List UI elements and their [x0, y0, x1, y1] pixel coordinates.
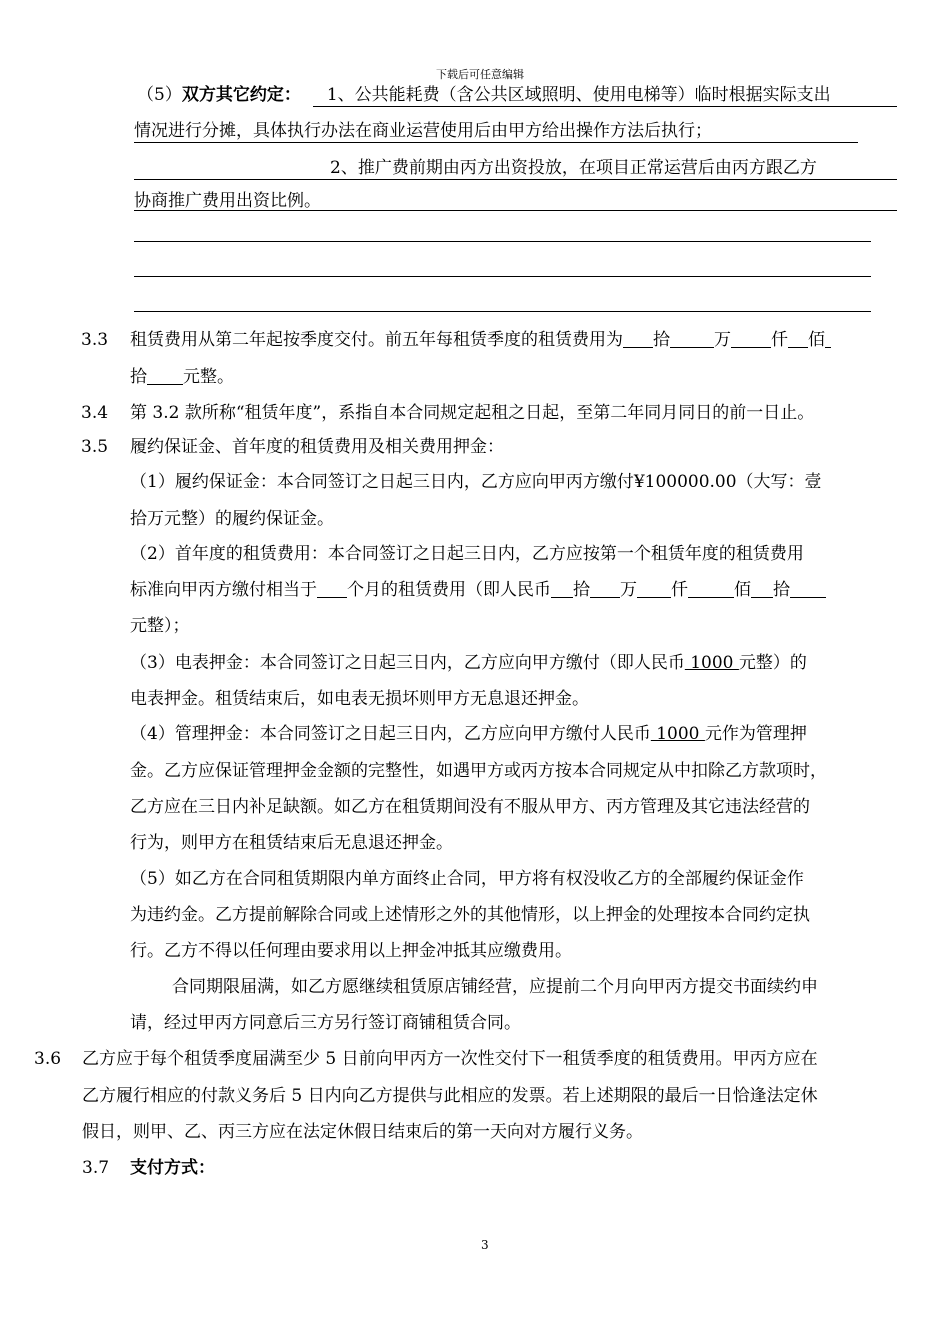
- blank-field: [670, 331, 714, 348]
- deposit-4-line-2: 金。乙方应保证管理押金金额的完整性，如遇甲方或丙方按本合同规定从中扣除乙方款项时，: [130, 761, 827, 781]
- management-deposit-amount: 1000: [650, 724, 705, 744]
- blank-field: [731, 331, 771, 348]
- deposit-4-line-1: （4）管理押金：本合同签订之日起三日内，乙方应向甲方缴付人民币 1000 元作为管理押: [130, 724, 807, 744]
- item-label: （5）: [137, 85, 182, 105]
- underline-rule: [134, 210, 897, 211]
- blank-field: [637, 581, 671, 598]
- deposit-1-line-1: （1）履约保证金：本合同签订之日起三日内，乙方应向甲丙方缴付¥100000.00（大写：壹: [130, 472, 822, 492]
- blank-field: [751, 581, 773, 598]
- underline-rule: [134, 142, 858, 143]
- section-3-6-line-3: 假日，则甲、乙、丙三方应在法定休假日结束后的第一天向对方履行义务。: [82, 1122, 643, 1142]
- deposit-5-line-2: 为违约金。乙方提前解除合同或上述情形之外的其他情形，以上押金的处理按本合同约定执: [130, 905, 810, 925]
- deposit-2-line-2: 标准向甲丙方缴付相当于 个月的租赁费用（即人民币 拾 万 仟 佰 拾: [130, 579, 826, 601]
- section-3-7-number: 3.7: [82, 1158, 110, 1178]
- blank-field: [147, 368, 183, 385]
- deposit-5-line-3: 行。乙方不得以任何理由要求用以上押金冲抵其应缴费用。: [130, 941, 572, 961]
- section-3-4-number: 3.4: [81, 403, 109, 423]
- deposit-3-line-2: 电表押金。租赁结束后，如电表无损坏则甲方无息退还押金。: [130, 689, 589, 709]
- deposit-1-line-2: 拾万元整）的履约保证金。: [130, 509, 334, 529]
- section-3-5-number: 3.5: [81, 437, 109, 457]
- blank-field: [551, 581, 573, 598]
- page-header-note: 下载后可任意编辑: [436, 68, 524, 81]
- section-3-5-text: 履约保证金、首年度的租赁费用及相关费用押金：: [130, 437, 504, 457]
- page-number: 3: [481, 1238, 489, 1252]
- other-agreements-line-3: 2、推广费前期由丙方出资投放，在项目正常运营后由丙方跟乙方: [330, 158, 817, 178]
- section-3-3-number: 3.3: [81, 330, 109, 350]
- other-agreements-line-4: 协商推广费用出资比例。: [134, 191, 321, 211]
- blank-field: [688, 581, 734, 598]
- blank-fill-line: [134, 241, 871, 242]
- blank-field: [623, 331, 653, 348]
- section-3-3-line-2: 拾 元整。: [130, 367, 234, 387]
- other-agreements-line-2: 情况进行分摊，具体执行办法在商业运营使用后由甲方给出操作方法后执行；: [134, 121, 712, 141]
- section-3-4-text: 第 3.2 款所称“租赁年度”，系指自本合同规定起租之日起，至第二年同月同日的前一日止。: [130, 403, 815, 423]
- deposit-3-line-1: （3）电表押金：本合同签订之日起三日内，乙方应向甲方缴付（即人民币 1000 元整）的: [130, 653, 807, 673]
- blank-fill-line: [134, 276, 871, 277]
- section-3-6-line-1: 乙方应于每个租赁季度届满至少 5 日前向甲丙方一次性交付下一租赁季度的租赁费用。甲丙方应在: [82, 1049, 818, 1069]
- deposit-2-line-3: 元整）；: [130, 616, 190, 636]
- blank-field: [825, 331, 831, 348]
- renewal-line-2: 请，经过甲丙方同意后三方另行签订商铺租赁合同。: [130, 1013, 521, 1033]
- other-agreements-title: 双方其它约定：: [181, 85, 301, 105]
- deposit-4-line-4: 行为，则甲方在租赁结束后无息退还押金。: [130, 833, 453, 853]
- other-agreements-text-1: 1、公共能耗费（含公共区域照明、使用电梯等）临时根据实际支出: [326, 85, 831, 105]
- deposit-2-line-1: （2）首年度的租赁费用：本合同签订之日起三日内，乙方应按第一个租赁年度的租赁费用: [130, 544, 804, 564]
- section-3-6-number: 3.6: [34, 1049, 62, 1069]
- blank-field: [590, 581, 620, 598]
- other-agreements-line-1: [137, 84, 831, 106]
- section-3-3-line-1: 租赁费用从第二年起按季度交付。前五年每租赁季度的租赁费用为 拾 万 仟 佰: [130, 329, 831, 351]
- deposit-5-line-1: （5）如乙方在合同租赁期限内单方面终止合同，甲方将有权没收乙方的全部履约保证金作: [130, 869, 804, 889]
- blank-fill-line: [134, 311, 871, 312]
- blank-field: [317, 581, 347, 598]
- blank-field: [790, 581, 826, 598]
- renewal-line-1: 合同期限届满，如乙方愿继续租赁原店铺经营，应提前二个月向甲丙方提交书面续约申: [172, 977, 818, 997]
- deposit-4-line-3: 乙方应在三日内补足缺额。如乙方在租赁期间没有不服从甲方、丙方管理及其它违法经营的: [130, 797, 810, 817]
- section-3-7-title: 支付方式：: [130, 1158, 215, 1178]
- meter-deposit-amount: 1000: [684, 653, 739, 673]
- blank-field: [788, 331, 808, 348]
- section-3-6-line-2: 乙方履行相应的付款义务后 5 日内向乙方提供与此相应的发票。若上述期限的最后一日恰逢法定休: [82, 1086, 818, 1106]
- underline-rule: [313, 106, 897, 107]
- underline-rule: [134, 179, 897, 180]
